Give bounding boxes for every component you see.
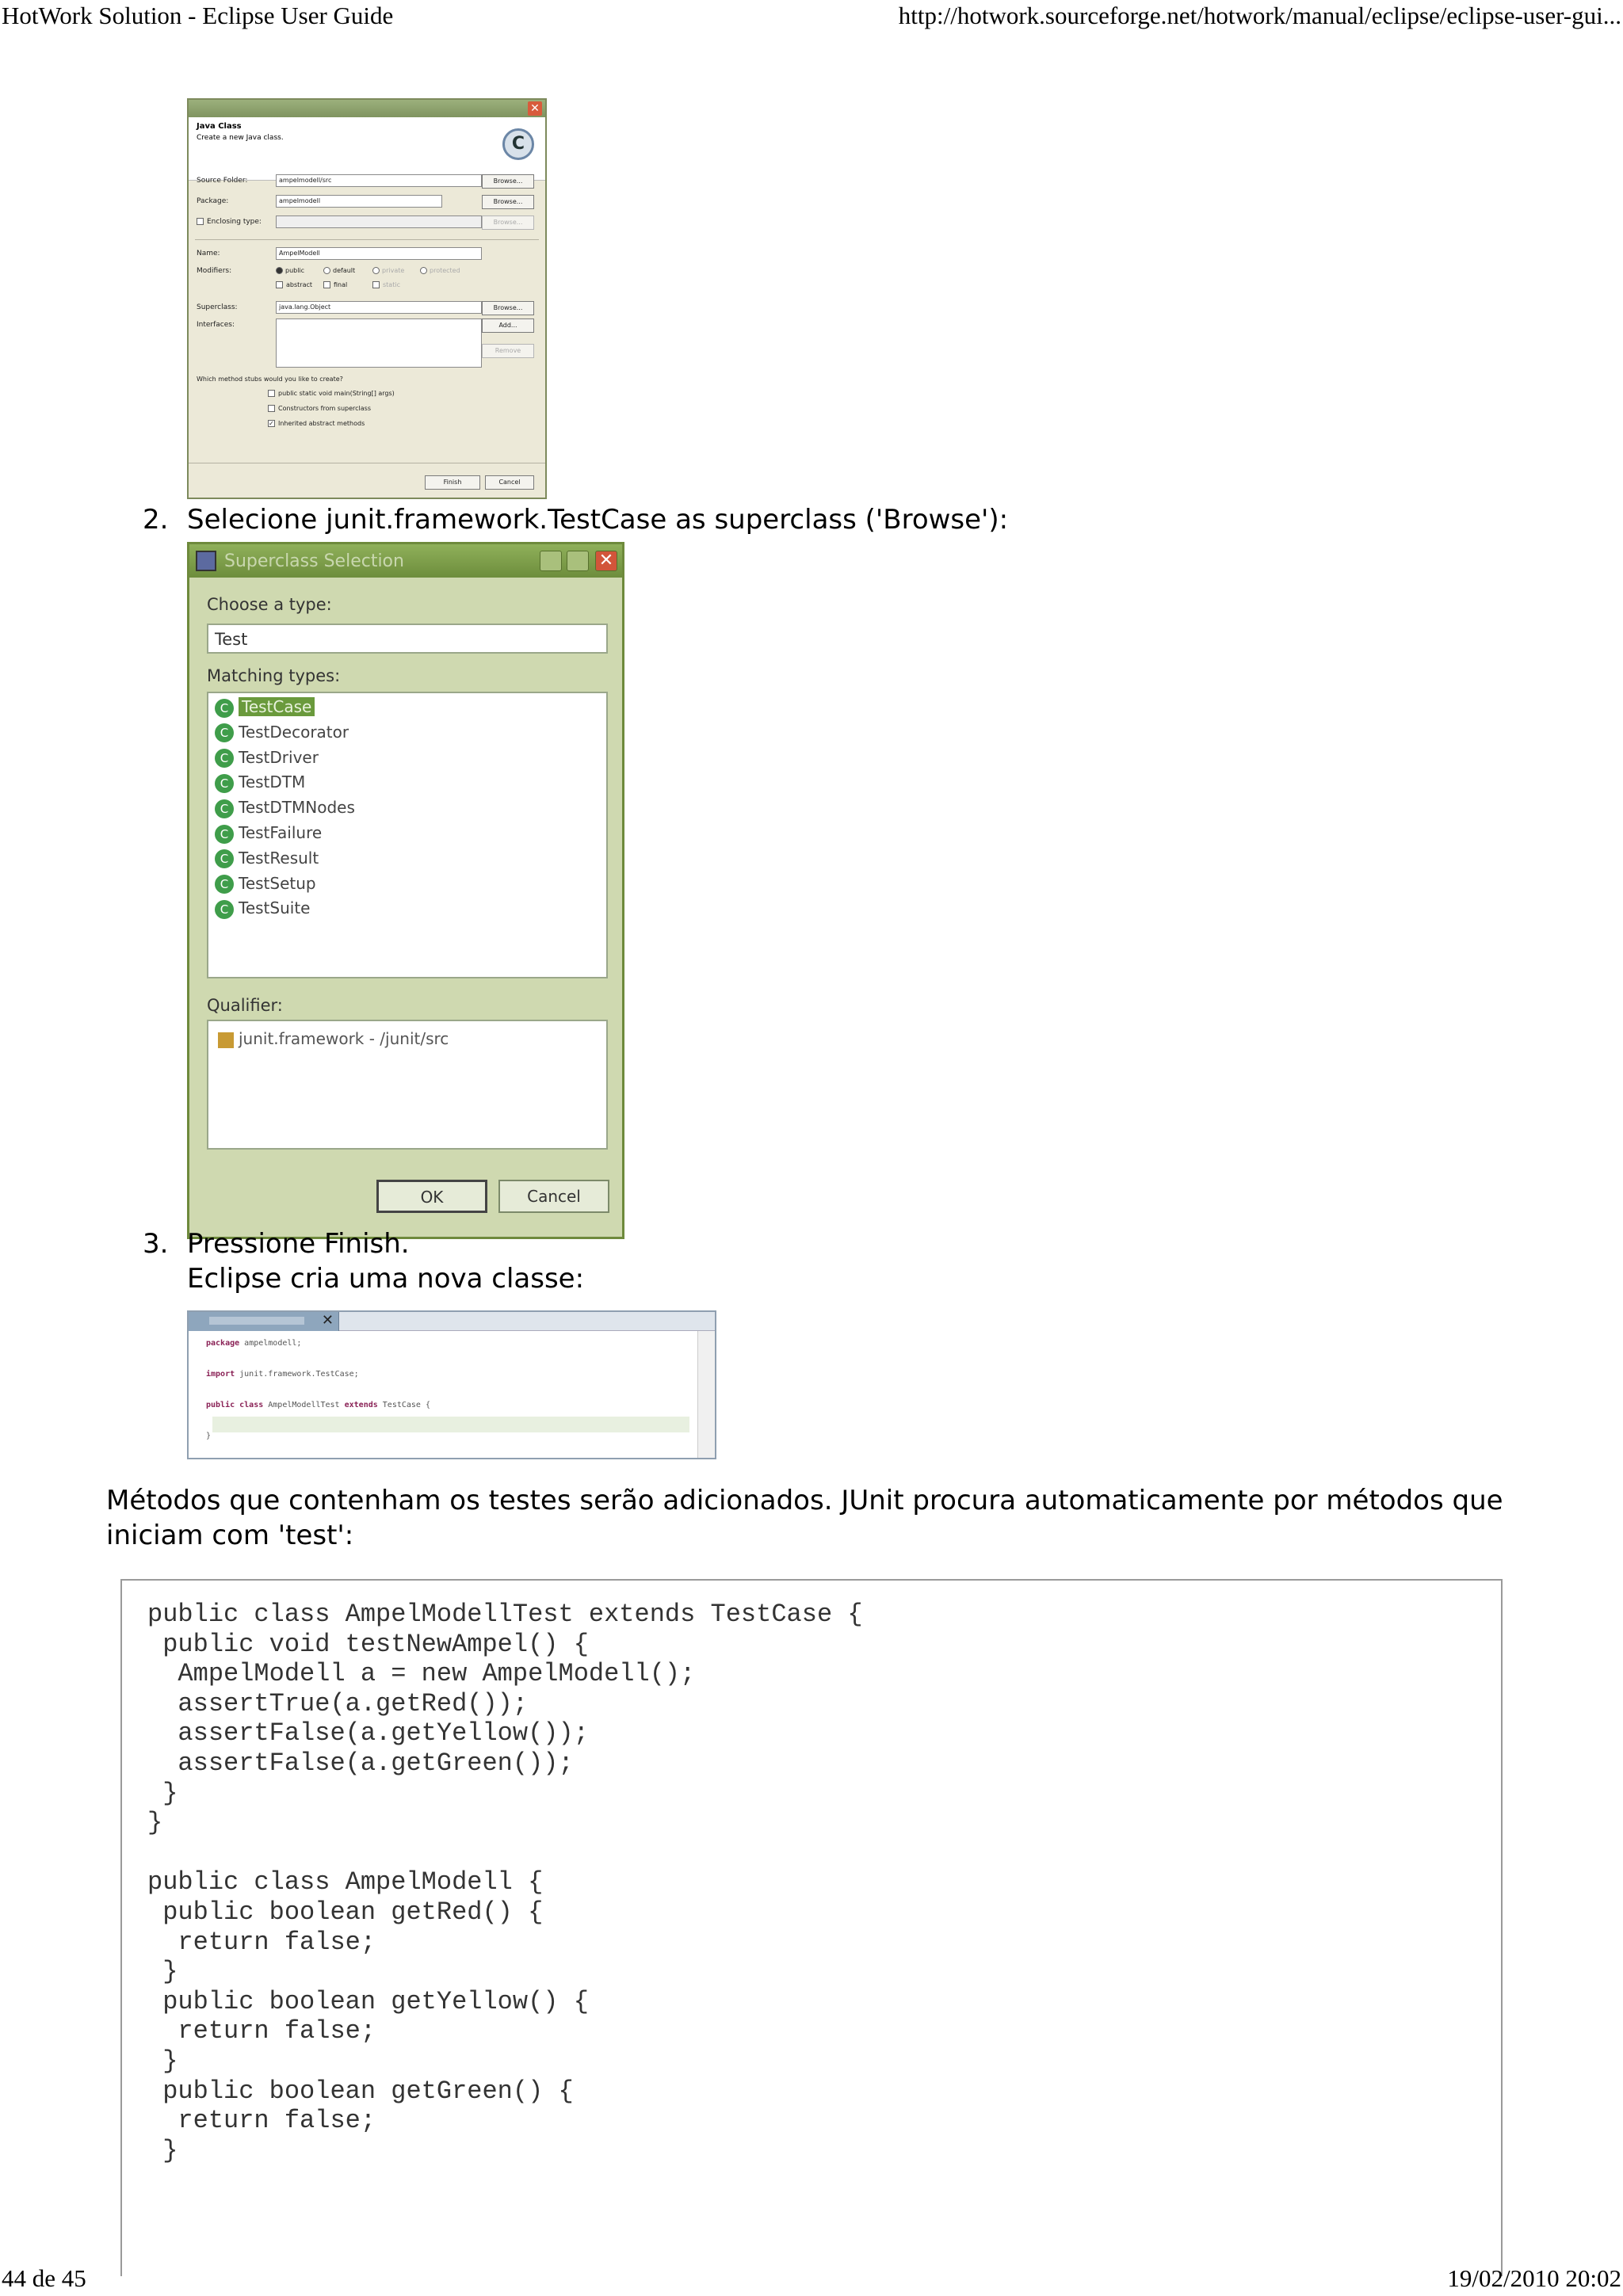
type-list-item [215, 871, 316, 897]
minimize-icon [540, 551, 562, 571]
class-icon: C [215, 875, 234, 894]
modifier-abstract: abstract [276, 281, 312, 288]
type-name: TestDecorator [239, 722, 349, 742]
qualifier-list [207, 1020, 608, 1150]
print-header-title: HotWork Solution - Eclipse User Guide [2, 2, 394, 29]
package-label: Package: [197, 197, 229, 205]
cancel-button: Cancel [498, 1180, 609, 1213]
editor-line [206, 1398, 430, 1413]
choose-type-label: Choose a type: [207, 595, 332, 614]
editor-tab [189, 1312, 339, 1331]
keyword: package [206, 1339, 240, 1348]
modifier-private: private [372, 267, 404, 274]
current-line-highlight [212, 1417, 689, 1432]
editor-tabbar [189, 1312, 715, 1331]
type-list-item [215, 795, 355, 821]
source-folder-label: Source Folder: [197, 177, 248, 185]
editor-line [206, 1336, 301, 1351]
superclass-field: java.lang.Object [276, 301, 482, 314]
enclosing-checkbox [197, 218, 204, 225]
type-name: TestCase [239, 697, 315, 716]
type-list-item [215, 770, 305, 795]
browse-source-button: Browse... [482, 174, 534, 189]
stubs-question: Which method stubs would you like to create? [197, 376, 343, 383]
name-label: Name: [197, 250, 220, 257]
step-3-subtext: Eclipse cria uma nova classe: [187, 1263, 585, 1295]
keyword: public class [206, 1401, 264, 1409]
matching-types-list [207, 692, 608, 978]
type-list-item [215, 846, 319, 871]
eclipse-window-icon [196, 551, 216, 571]
code-text: TestCase { [377, 1401, 430, 1409]
step-3-text: Pressione Finish. [187, 1228, 410, 1260]
dialog-heading: Java Class [197, 122, 242, 131]
code-text: } [206, 1432, 212, 1440]
type-name: TestResult [239, 848, 319, 868]
package-icon [218, 1032, 234, 1048]
type-name: TestSuite [239, 898, 311, 918]
class-icon: C [215, 900, 234, 919]
type-filter-input: Test [207, 624, 608, 654]
source-folder-field: ampelmodell/src [276, 174, 482, 187]
step-3 [143, 1226, 410, 1261]
dialog-titlebar [189, 100, 545, 117]
step-2 [143, 502, 1008, 537]
qualifier-item: junit.framework - /junit/src [218, 1029, 449, 1048]
remove-interface-button: Remove [482, 344, 534, 358]
modifiers-row [197, 265, 537, 279]
modifier-static: static [372, 281, 400, 288]
page-number: 44 de 45 [2, 2264, 86, 2292]
code-text: junit.framework.TestCase; [235, 1370, 359, 1379]
code-block [120, 1579, 1503, 2276]
keyword: import [206, 1370, 235, 1379]
modifier-public: public [276, 267, 304, 274]
step-2-number: 2. [143, 504, 169, 536]
matching-types-label: Matching types: [207, 666, 341, 685]
code-text: AmpelModellTest [263, 1401, 345, 1409]
browse-superclass-button: Browse... [482, 301, 534, 315]
superclass-titlebar [189, 544, 622, 578]
stub-main: public static void main(String[] args) [268, 390, 395, 397]
maximize-icon [567, 551, 589, 571]
separator [195, 239, 539, 240]
step-2-text: Selecione junit.framework.TestCase as superclass ('Browse'): [187, 504, 1009, 536]
code-text: public class AmpelModellTest extends TestCase { public void testNewAmpel() { AmpelModell a = new AmpelModell(); assertTrue(a.getRed()); assertFalse(a.getYellow()); assertFalse(a.getGreen()); } } public class AmpelModell { public boolean getRed() { return false; } public boolean getYellow() { return false; } public boolean getGreen() { return false; } [147, 1600, 863, 2165]
type-list-item [215, 821, 322, 846]
editor-screenshot [187, 1310, 716, 1459]
qualifier-label: Qualifier: [207, 996, 283, 1015]
type-list-item [215, 695, 315, 720]
cancel-button: Cancel [485, 475, 534, 490]
package-field: ampelmodell [276, 195, 442, 208]
superclass-label: Superclass: [197, 303, 238, 311]
class-icon: C [215, 774, 234, 793]
print-footer [0, 2263, 1623, 2294]
class-icon: C [215, 723, 234, 742]
superclass-dialog-title: Superclass Selection [224, 551, 404, 571]
type-name: TestFailure [239, 823, 323, 842]
type-name: TestDTM [239, 772, 306, 792]
editor-line [206, 1367, 359, 1382]
print-header-url: http://hotwork.sourceforge.net/hotwork/manual/eclipse/eclipse-user-gui... [898, 2, 1621, 29]
dialog-banner [189, 117, 545, 181]
close-icon: ✕ [528, 101, 542, 116]
name-row [197, 247, 537, 261]
type-name: TestDriver [239, 747, 319, 767]
new-java-class-dialog-screenshot [187, 98, 547, 499]
browse-enclosing-button: Browse... [482, 215, 534, 230]
stub-constructors: Constructors from superclass [268, 405, 371, 412]
description-paragraph: Métodos que contenham os testes serão adicionados. JUnit procura automaticamente por métodos que iniciam com 'test': [106, 1485, 1503, 1551]
type-list-item [215, 746, 319, 771]
stub-inherited: ✓ Inherited abstract methods [269, 420, 365, 427]
name-field: AmpelModell [276, 247, 482, 260]
modifier-default: default [323, 267, 355, 274]
interfaces-label: Interfaces: [197, 321, 235, 329]
browse-package-button: Browse... [482, 195, 534, 209]
type-name: TestDTMNodes [239, 798, 355, 818]
step-3-number: 3. [143, 1228, 169, 1260]
class-icon: C [215, 849, 234, 868]
print-timestamp: 19/02/2010 20:02 [1447, 2264, 1621, 2292]
class-logo-icon: C [502, 128, 534, 160]
enclosing-type-label: Enclosing type: [207, 218, 262, 226]
finish-button: Finish [425, 475, 480, 490]
modifier-protected: protected [420, 267, 460, 274]
print-header [0, 0, 1623, 32]
class-icon: C [215, 799, 234, 818]
modifiers-label: Modifiers: [197, 267, 232, 275]
class-icon: C [215, 699, 234, 718]
editor-line [206, 1428, 211, 1444]
interfaces-list [276, 318, 482, 368]
modifier-final: final [323, 281, 347, 288]
superclass-selection-screenshot [187, 542, 624, 1239]
close-icon: ✕ [595, 551, 617, 571]
type-list-item [215, 720, 349, 746]
ok-button: OK [376, 1180, 487, 1213]
keyword: extends [344, 1401, 378, 1409]
editor-scrollbar [697, 1331, 715, 1458]
enclosing-type-field [276, 215, 482, 228]
class-icon: C [215, 825, 234, 844]
code-text: ampelmodell; [239, 1339, 302, 1348]
type-list-item [215, 896, 310, 921]
add-interface-button: Add... [482, 318, 534, 333]
type-name: TestSetup [239, 873, 316, 893]
class-icon: C [215, 749, 234, 768]
dialog-description: Create a new Java class. [197, 134, 284, 142]
close-tab-icon: ✕ [321, 1312, 334, 1329]
